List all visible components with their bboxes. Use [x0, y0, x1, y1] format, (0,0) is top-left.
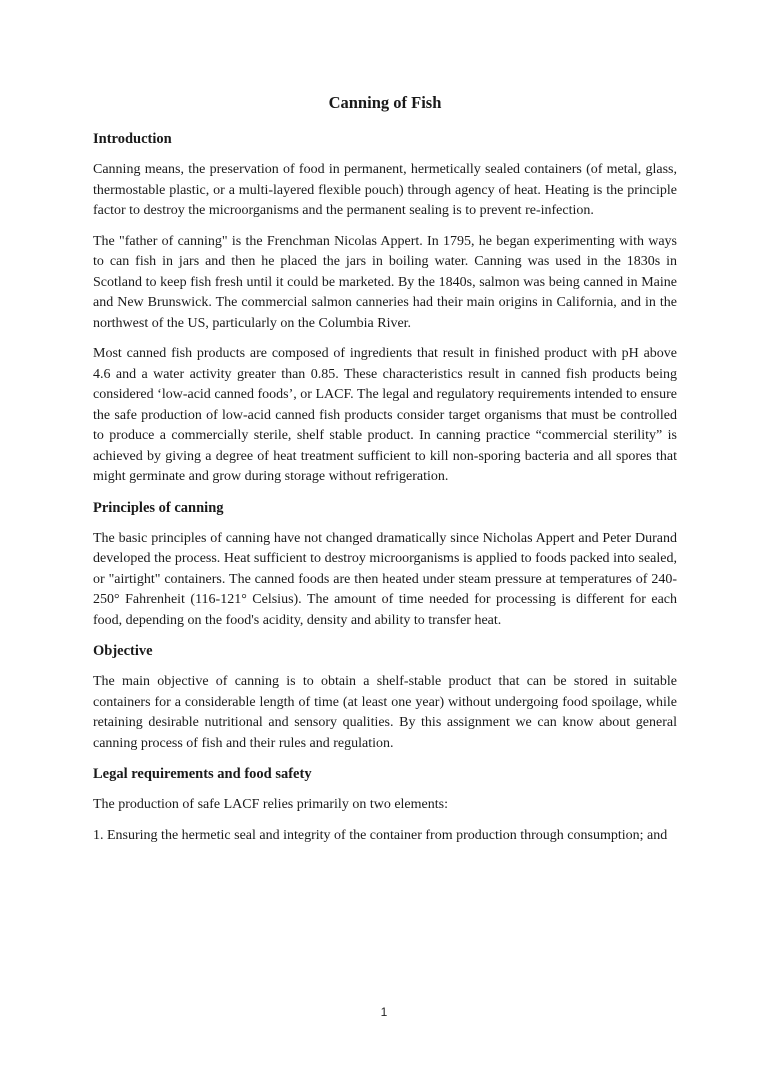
section-heading-objective: Objective: [93, 643, 153, 659]
page-title: Canning of Fish: [328, 93, 442, 112]
section-heading-introduction: Introduction: [93, 131, 172, 147]
paragraph: Canning means, the preservation of food in permanent, hermetically sealed containers (of metal, glass, thermostable plastic, or a multi-layered flexible pouch) through agency of heat. Heating is the principle factor to destroy the microorganisms and the permanent sealing is to prevent re-infection.: [93, 162, 677, 218]
paragraph: Most canned fish products are composed of ingredients that result in finished product with pH above 4.6 and a water activity greater than 0.85. These characteristics result in canned fish products being considered ‘low-acid canned foods’, or LACF. The legal and regulatory requirements intended to ensure the safe production of low-acid canned fish products consider target organisms that must be controlled to produce a commercially sterile, shelf stable product. In canning practice “commercial sterility” is achieved by giving a degree of heat treatment sufficient to kill non-sporing bacteria and all spores that might germinate and grow during storage without refrigeration.: [93, 346, 677, 484]
section-heading-legal: Legal requirements and food safety: [93, 766, 312, 782]
list-item: 1. Ensuring the hermetic seal and integrity of the container from production through consumption; and: [93, 827, 668, 843]
paragraph: The "father of canning" is the Frenchman Nicolas Appert. In 1795, he began experimenting with ways to can fish in jars and then he placed the jars in boiling water. Canning was used in the 1830s in Scotland to keep fish fresh until it could be marketed. By the 1840s, salmon was being canned in Maine and New Brunswick. The commercial salmon canneries had their main origins in California, and in the northwest of the US, particularly on the Columbia River.: [93, 233, 677, 331]
paragraph: The main objective of canning is to obtain a shelf-stable product that can be stored in suitable containers for a considerable length of time (at least one year) without undergoing food spoilage, while retaining desirable nutritional and sensory qualities. By this assignment we can know about general canning process of fish and their rules and regulation.: [93, 674, 677, 751]
page-number: 1: [380, 1005, 388, 1019]
section-heading-principles: Principles of canning: [93, 499, 224, 516]
paragraph: The production of safe LACF relies primarily on two elements:: [93, 797, 448, 812]
paragraph: The basic principles of canning have not changed dramatically since Nicholas Appert and Peter Durand developed the process. Heat sufficient to destroy microorganisms is applied to foods packed into sealed, or "airtight" containers. The canned foods are then heated under steam pressure at temperatures of 240-250° Fahrenheit (116-121° Celsius). The amount of time needed for processing is different for each food, depending on the food's acidity, density and ability to transfer heat.: [93, 530, 677, 628]
document-page: [93, 92, 677, 856]
